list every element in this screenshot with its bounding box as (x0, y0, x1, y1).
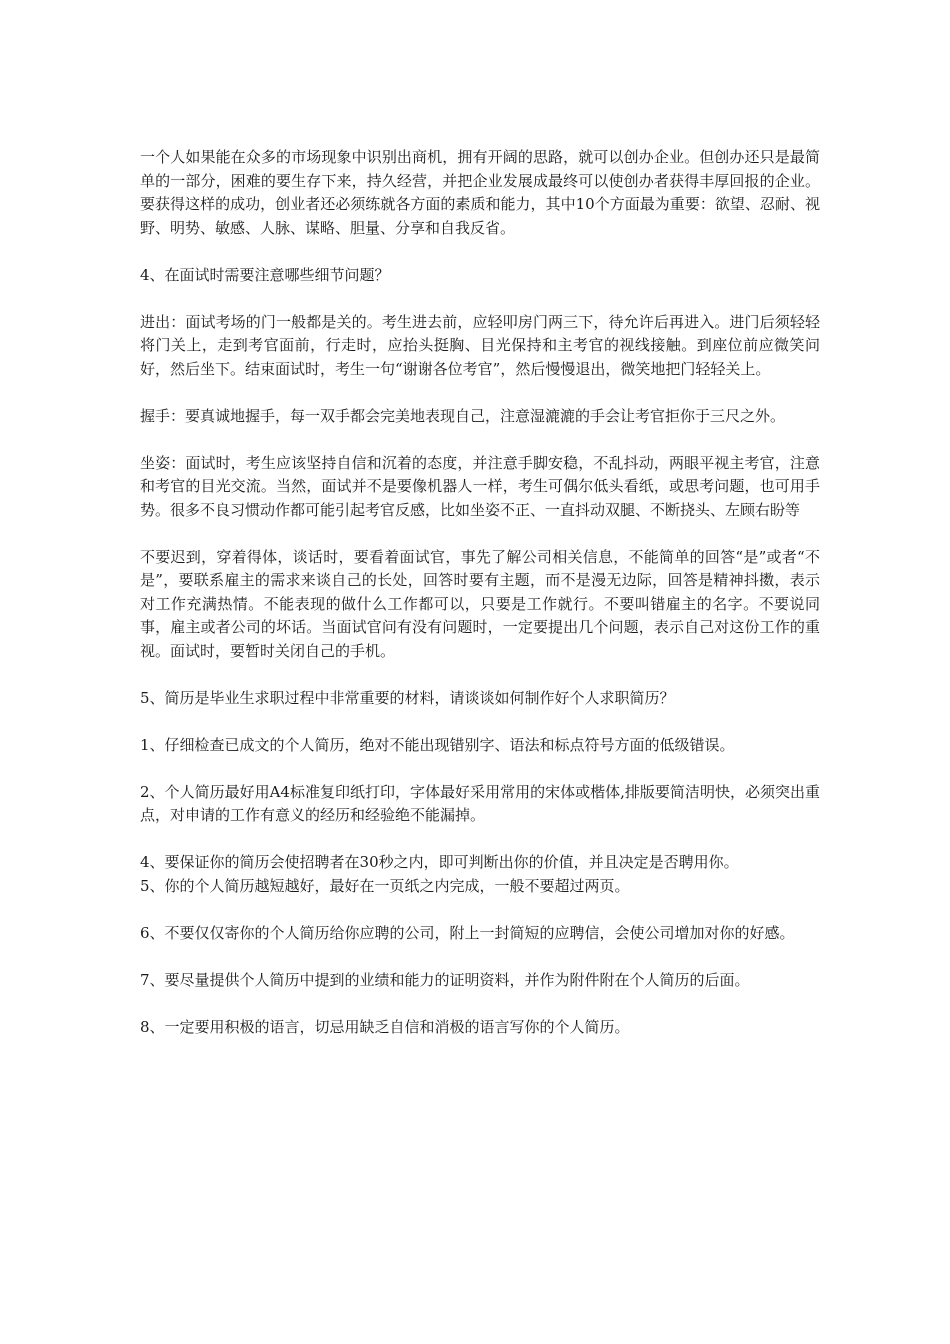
resume-tip-5: 5、你的个人简历越短越好，最好在一页纸之内完成，一般不要超过两页。 (140, 876, 630, 895)
intro-paragraph: 一个人如果能在众多的市场现象中识别出商机，拥有开阔的思路，就可以创办企业。但创办还只是最简单的一部分，困难的要生存下来，持久经营，并把企业发展成最终可以使创办者获得丰厚回报的企业。要获得这样的成功，创业者还必须练就各方面的素质和能力，其中10个方面最为重要：欲望、忍耐、视野、明势、敏感、人脉、谋略、胆量、分享和自我反省。 (140, 148, 820, 237)
entry-exit-paragraph: 进出：面试考场的门一般都是关的。考生进去前，应轻叩房门两三下，待允许后再进入。进门后须轻轻将门关上，走到考官面前，行走时，应抬头挺胸、目光保持和主考官的视线接触。到座位前应微笑问好，然后坐下。结束面试时，考生一句“谢谢各位考官”，然后慢慢退出，微笑地把门轻轻关上。 (140, 312, 820, 378)
resume-tip-4: 4、要保证你的简历会使招聘者在30秒之内，即可判断出你的价值，并且决定是否聘用你。 (140, 853, 739, 871)
resume-tip-8: 8、一定要用积极的语言，切忌用缺乏自信和消极的语言写你的个人简历。 (140, 1017, 630, 1036)
resume-tip-2: 2、个人简历最好用A4标准复印纸打印，字体最好采用常用的宋体或楷体,排版要简洁明快，必须突出重点，对申请的工作有意义的经历和经验绝不能漏掉。 (140, 782, 820, 824)
posture-paragraph: 坐姿：面试时，考生应该坚持自信和沉着的态度，并注意手脚安稳，不乱抖动，两眼平视主考官，注意和考官的目光交流。当然，面试并不是要像机器人一样，考生可偶尔低头看纸，或思考问题，也可用手势。很多不良习惯动作都可能引起考官反感，比如坐姿不正、一直抖动双腿、不断挠头、左顾右盼等 (140, 453, 820, 519)
resume-tip-6: 6、不要仅仅寄你的个人简历给你应聘的公司，附上一封简短的应聘信，会使公司增加对你的好感。 (140, 923, 795, 942)
question-4-heading: 4、在面试时需要注意哪些细节问题？ (140, 265, 390, 284)
resume-tip-1: 1、仔细检查已成文的个人简历，绝对不能出现错别字、语法和标点符号方面的低级错误。 (140, 735, 735, 754)
handshake-paragraph: 握手：要真诚地握手，每一双手都会完美地表现自己，注意湿漉漉的手会让考官拒你于三尺之外。 (140, 406, 786, 425)
resume-tip-7: 7、要尽量提供个人简历中提到的业绩和能力的证明资料，并作为附件附在个人简历的后面。 (140, 970, 750, 989)
question-5-heading: 5、简历是毕业生求职过程中非常重要的材料，请谈谈如何制作好个人求职简历？ (140, 688, 675, 707)
document-body (140, 146, 820, 1039)
general-tips-paragraph: 不要迟到，穿着得体，谈话时，要看着面试官，事先了解公司相关信息，不能简单的回答“是”或者“不是”，要联系雇主的需求来谈自己的长处，回答时要有主题，而不是漫无边际，回答是精神抖擞，表示对工作充满热情。不能表现的做什么工作都可以，只要是工作就行。不要叫错雇主的名字。不要说同事，雇主或者公司的坏话。当面试官问有没有问题时，一定要提出几个问题，表示自己对这份工作的重视。面试时，要暂时关闭自己的手机。 (140, 547, 820, 660)
